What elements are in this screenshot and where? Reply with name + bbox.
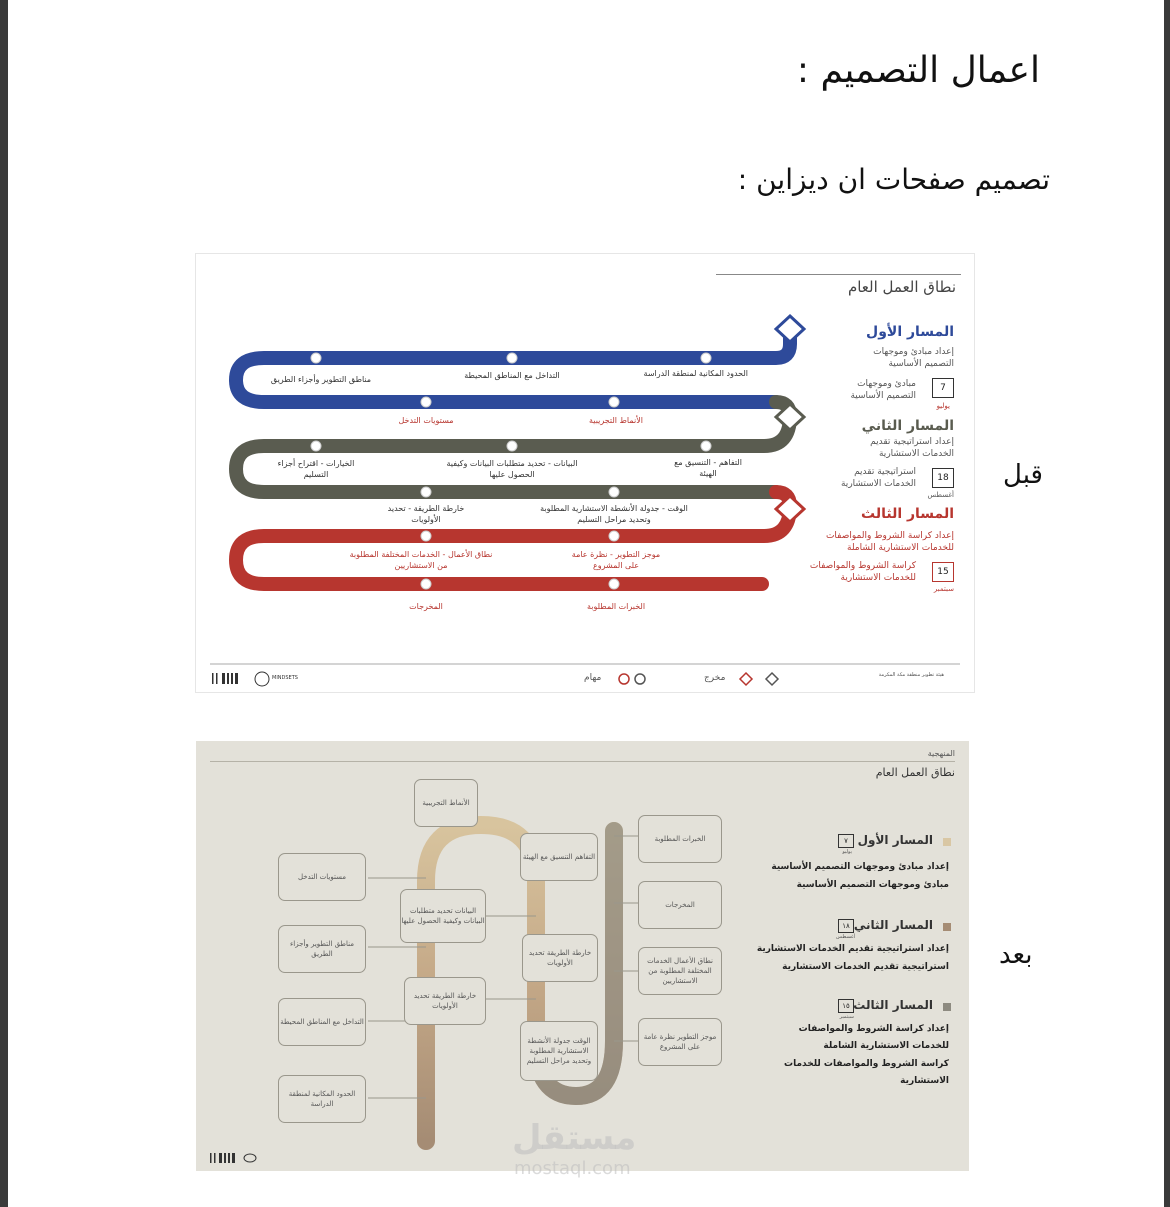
- slide-before: [196, 254, 974, 692]
- track-line-red: [236, 492, 790, 584]
- node-label: الحدود المكانية لمنطقة الدراسة: [643, 369, 748, 378]
- card-mid-left: خارطة الطريقة تحديد الأولويات: [404, 977, 486, 1025]
- footer-authority: هيئة تطوير منطقة مكة المكرمة: [878, 672, 944, 678]
- diamond-marker-1: [776, 316, 804, 342]
- node-dot: [609, 531, 619, 541]
- node-label: نطاق الأعمال - الخدمات المختلفة المطلوبة من الاستشاريين: [349, 550, 493, 570]
- node-label: الوقت - جدولة الأنشطة الاستشارية المطلوبة وتحديد مراحل التسليم: [540, 504, 688, 524]
- label-after: بعد: [999, 940, 1033, 970]
- track-desc-2a: إعداد استراتيجية تقديم: [870, 437, 954, 447]
- calendar-icon: ١٥: [838, 999, 854, 1013]
- cal-label-2b: الخدمات الاستشارية: [840, 479, 916, 489]
- cal-label-3a: كراسة الشروط والمواصفات: [809, 561, 916, 571]
- node-label: مستويات التدخل: [398, 416, 454, 425]
- calendar-icon: 18: [932, 468, 954, 488]
- track-bullet: إعداد استراتيجية تقديم الخدمات الاستشارية: [756, 944, 949, 954]
- track-desc-1a: إعداد مبادئ وموجهات: [873, 347, 954, 357]
- cal-label-1a: مبادئ وموجهات: [857, 379, 916, 389]
- track-swatch-1: [943, 838, 951, 846]
- card-mid-right: التفاهم التنسيق مع الهيئة: [520, 833, 598, 881]
- cal-month-1: يوليو: [842, 849, 852, 855]
- card-mid-right: الوقت جدولة الأنشطة الاستشارية المطلوبة وتحديد مراحل التسليم: [520, 1021, 598, 1081]
- legend-circle-red: [619, 674, 629, 684]
- slide-after-title: نطاق العمل العام: [875, 766, 955, 779]
- page-heading: اعمال التصميم :: [796, 50, 1040, 91]
- page-subheading: تصميم صفحات ان ديزاين :: [737, 163, 1050, 196]
- node-dot: [701, 441, 711, 451]
- diamond-marker-3: [776, 496, 804, 522]
- brand-mark: [244, 1154, 256, 1162]
- legend-circle-grey: [635, 674, 645, 684]
- node-label: الخبرات المطلوبة: [586, 602, 646, 611]
- node-label: الأنماط التجريبية: [588, 416, 643, 425]
- node-dot: [609, 579, 619, 589]
- page-edge-left: [0, 0, 8, 1207]
- card-left: الحدود المكانية لمنطقة الدراسة: [278, 1075, 366, 1123]
- node-dot: [311, 441, 321, 451]
- track-bullet: كراسة الشروط والمواصفات للخدمات الاستشارية: [784, 1059, 949, 1086]
- track-swatch-3: [943, 1003, 951, 1011]
- card-experimental: الأنماط التجريبية: [414, 779, 478, 827]
- node-label: التداخل مع المناطق المحيطة: [464, 371, 560, 380]
- card-right: الخبرات المطلوبة: [638, 815, 722, 863]
- track-name-1: المسار الأول: [857, 833, 933, 847]
- node-label: المخرجات: [409, 602, 443, 611]
- node-dot: [311, 353, 321, 363]
- card-left: مناطق التطوير وأجزاء الطريق: [278, 925, 366, 973]
- cal-month-2: أغسطس: [836, 934, 855, 940]
- node-dot: [421, 397, 431, 407]
- node-label: البيانات - تحديد متطلبات البيانات وكيفية الحصول عليها: [446, 459, 578, 479]
- node-label: مناطق التطوير وأجزاء الطريق: [270, 375, 372, 384]
- track-desc-1b: التصميم الأساسية: [888, 359, 954, 369]
- slide-before-title: نطاق العمل العام: [847, 278, 956, 296]
- node-label: موجز التطوير - نظرة عامة على المشروع: [571, 550, 661, 570]
- card-right: موجز التطوير نظرة عامة على المشروع: [638, 1018, 722, 1066]
- slide-after: [196, 741, 969, 1171]
- node-dot: [421, 579, 431, 589]
- brand-mark: [255, 672, 269, 686]
- cal-month-2: أغسطس: [927, 491, 954, 499]
- legend-diamond-grey: [766, 673, 778, 685]
- cal-month-1: يوليو: [936, 402, 950, 410]
- footer-brand: MINDSETS: [272, 675, 298, 681]
- track-name-1: المسار الأول: [866, 324, 954, 340]
- track-bullet: إعداد مبادئ وموجهات التصميم الأساسية: [771, 862, 949, 872]
- cal-month-3: سبتمبر: [839, 1014, 854, 1020]
- node-label: الخيارات - اقتراح أجزاء التسليم: [277, 459, 355, 479]
- track-name-2: المسار الثاني: [861, 418, 954, 434]
- track-desc-3b: للخدمات الاستشارية الشاملة: [847, 543, 954, 553]
- card-mid-left: البيانات تحديد متطلبات البيانات وكيفية الحصول عليها: [400, 889, 486, 943]
- node-dot: [507, 441, 517, 451]
- track-name-3: المسار الثالث: [853, 998, 933, 1012]
- track-name-2: المسار الثاني: [853, 918, 933, 932]
- track-desc-2b: الخدمات الاستشارية: [878, 449, 954, 459]
- page-edge-right: [1164, 0, 1170, 1207]
- node-dot: [421, 531, 431, 541]
- track-desc-3a: إعداد كراسة الشروط والمواصفات: [825, 531, 954, 541]
- card-right: نطاق الأعمال الخدمات المختلفة المطلوبة من الاستشاريين: [638, 947, 722, 995]
- node-dot: [609, 487, 619, 497]
- legend-diamond-red: [740, 673, 752, 685]
- track-bullet: إعداد كراسة الشروط والمواصفات للخدمات الاستشارية الشاملة: [798, 1024, 949, 1051]
- track-swatch-2: [943, 923, 951, 931]
- legend-tasks-label: مهام: [584, 673, 602, 683]
- card-mid-right: خارطة الطريقة تحديد الأولويات: [522, 934, 598, 982]
- watermark-site: mostaql.com: [514, 1158, 631, 1179]
- label-before: قبل: [1003, 460, 1043, 490]
- slide-after-eyebrow: المنهجية: [927, 749, 955, 758]
- card-right: المخرجات: [638, 881, 722, 929]
- track-bullet: استراتيجية تقديم الخدمات الاستشارية: [782, 962, 949, 972]
- node-dot: [701, 353, 711, 363]
- cal-label-1b: التصميم الأساسية: [850, 391, 916, 401]
- track-line-blue: [236, 329, 790, 402]
- calendar-icon: 15: [932, 562, 954, 582]
- legend-output-label: مخرج: [704, 673, 726, 683]
- cal-label-3b: للخدمات الاستشارية: [840, 573, 916, 583]
- cal-month-3: سبتمبر: [933, 585, 954, 593]
- cal-label-2a: استراتيجية تقديم: [854, 467, 916, 477]
- track-bullet: مبادئ وموجهات التصميم الأساسية: [796, 880, 949, 890]
- track-name-3: المسار الثالث: [861, 506, 954, 522]
- card-left: التداخل مع المناطق المحيطة: [278, 998, 366, 1046]
- node-dot: [421, 487, 431, 497]
- node-label: التفاهم - التنسيق مع الهيئة: [674, 458, 742, 478]
- calendar-icon: ١٨: [838, 919, 854, 933]
- node-label: خارطة الطريقة - تحديد الأولويات: [387, 504, 465, 524]
- node-dot: [609, 397, 619, 407]
- card-left: مستويات التدخل: [278, 853, 366, 901]
- watermark-logo: مستقل: [512, 1118, 637, 1158]
- node-dot: [507, 353, 517, 363]
- calendar-icon: ٧: [838, 834, 854, 848]
- calendar-icon: 7: [932, 378, 954, 398]
